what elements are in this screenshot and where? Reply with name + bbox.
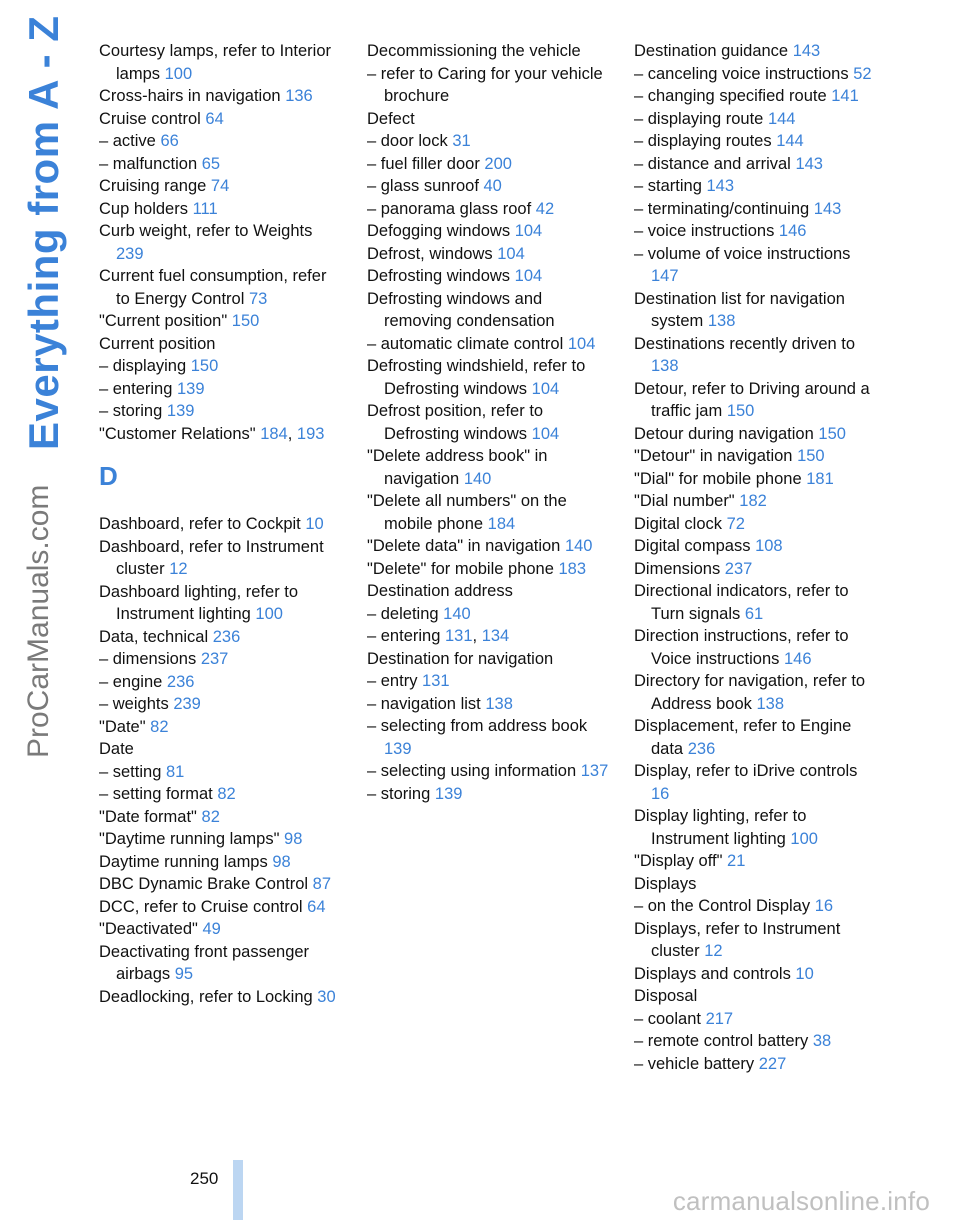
index-entry-text: – entry bbox=[367, 672, 418, 690]
page-reference-link[interactable]: 237 bbox=[200, 650, 229, 668]
page-reference-link[interactable]: 100 bbox=[790, 829, 818, 848]
index-entry-text: Decommissioning the vehicle bbox=[367, 42, 581, 60]
index-entry bbox=[99, 851, 344, 874]
index-entry-text: Display lighting, refer to Instrument lighting bbox=[634, 807, 807, 848]
index-entry-text: Dashboard lighting, refer to Instrument lighting bbox=[99, 582, 299, 623]
index-entry-text: – voice instructions bbox=[634, 222, 775, 240]
page-reference-link[interactable]: 82 bbox=[150, 717, 169, 736]
page-reference-link[interactable]: 239 bbox=[173, 695, 201, 713]
index-entry-text: – displaying route bbox=[634, 109, 764, 128]
page-reference-link[interactable]: 100 bbox=[164, 64, 193, 83]
index-entry bbox=[367, 715, 612, 760]
index-entry-text: DCC, refer to Cruise control bbox=[99, 897, 303, 916]
page-reference-link[interactable]: 98 bbox=[272, 852, 291, 871]
page-reference-link[interactable]: 81 bbox=[165, 762, 185, 781]
index-entry-text: – weights bbox=[99, 695, 169, 713]
page-reference-link[interactable]: 52 bbox=[853, 64, 872, 83]
index-entry-text: Daytime running lamps bbox=[99, 852, 268, 871]
index-entry-text: Digital compass bbox=[634, 537, 751, 555]
page-reference-link[interactable]: 140 bbox=[443, 604, 471, 623]
index-entry-text: Defrosting windshield, refer to Defrosting windows bbox=[367, 357, 586, 398]
index-entry-text: – setting format bbox=[99, 785, 213, 803]
page-reference-link[interactable]: 64 bbox=[205, 109, 224, 128]
page-reference-link[interactable]: 104 bbox=[497, 244, 525, 263]
index-entry bbox=[634, 715, 874, 760]
page-reference-link[interactable]: 182 bbox=[739, 492, 767, 510]
index-entry bbox=[634, 153, 874, 176]
page-reference-link[interactable]: 104 bbox=[567, 334, 596, 353]
index-entry bbox=[634, 558, 874, 581]
index-entry-text: Current position bbox=[99, 334, 216, 353]
index-entry-text: – fuel filler door bbox=[367, 154, 480, 173]
index-entry bbox=[367, 693, 612, 716]
page-reference-link[interactable]: 16 bbox=[814, 897, 834, 915]
index-entry bbox=[99, 198, 344, 221]
index-entry-text: Defogging windows bbox=[367, 222, 511, 240]
index-entry bbox=[367, 535, 612, 558]
index-entry bbox=[634, 625, 874, 670]
page-reference-link[interactable]: 236 bbox=[687, 739, 716, 758]
page-reference-link[interactable]: 139 bbox=[434, 784, 463, 803]
index-entry-text: – malfunction bbox=[99, 154, 198, 173]
index-entry bbox=[634, 1008, 874, 1031]
index-entry bbox=[99, 400, 344, 423]
page-reference-link[interactable]: 42 bbox=[535, 199, 555, 218]
index-entry bbox=[367, 153, 612, 176]
page-reference-link[interactable]: 138 bbox=[485, 694, 513, 713]
index-entry-text: – changing specified route bbox=[634, 87, 827, 105]
page-reference-link[interactable]: 146 bbox=[784, 649, 812, 668]
index-entry-text: – canceling voice instructions bbox=[634, 64, 849, 83]
index-entry bbox=[99, 626, 344, 649]
index-entry-text: Date bbox=[99, 740, 134, 758]
index-entry bbox=[634, 918, 874, 963]
index-entry bbox=[367, 648, 612, 671]
index-entry bbox=[367, 40, 612, 63]
page-reference-link[interactable]: 65 bbox=[201, 154, 221, 173]
index-entry-text: Display, refer to iDrive controls bbox=[634, 762, 858, 780]
index-entry bbox=[367, 175, 612, 198]
page-reference-link[interactable]: 104 bbox=[531, 379, 560, 398]
page-reference-link[interactable]: 64 bbox=[307, 897, 326, 916]
page-reference-link[interactable]: 150 bbox=[190, 357, 219, 375]
page-reference-link[interactable]: 74 bbox=[210, 177, 230, 195]
page-reference-link[interactable]: 10 bbox=[305, 515, 324, 533]
index-entry-text: – starting bbox=[634, 177, 702, 195]
index-entry bbox=[367, 288, 612, 333]
index-entry-text: Destination address bbox=[367, 582, 513, 600]
index-entry-text: "Delete" for mobile phone bbox=[367, 559, 554, 578]
index-entry bbox=[99, 693, 344, 716]
page-reference-link[interactable]: 184 bbox=[260, 424, 288, 443]
index-entry bbox=[634, 963, 874, 986]
index-entry bbox=[634, 670, 874, 715]
index-entry bbox=[367, 445, 612, 490]
index-entry bbox=[99, 648, 344, 671]
page-reference-link[interactable]: 143 bbox=[813, 199, 842, 218]
page-reference-link[interactable]: 72 bbox=[726, 514, 745, 533]
index-entry-text: Detour during navigation bbox=[634, 424, 814, 443]
index-entry-text: Cross-hairs in navigation bbox=[99, 87, 281, 105]
index-entry-text: – selecting from address book bbox=[367, 717, 588, 735]
index-entry bbox=[99, 761, 344, 784]
index-entry-text: – glass sunroof bbox=[367, 177, 479, 195]
page-reference-link[interactable]: 95 bbox=[174, 965, 194, 983]
page-reference-link[interactable]: 66 bbox=[160, 132, 179, 150]
index-entry-text: – displaying bbox=[99, 357, 187, 375]
page-reference-link[interactable]: 73 bbox=[249, 289, 268, 308]
page-reference-link[interactable]: 111 bbox=[192, 199, 218, 218]
index-entry-text: Destination guidance bbox=[634, 42, 789, 60]
index-entry bbox=[99, 783, 344, 806]
page-reference-link[interactable]: 217 bbox=[705, 1009, 734, 1028]
footer-watermark: carmanualsonline.info bbox=[672, 1186, 930, 1216]
page-reference-link[interactable]: 139 bbox=[176, 379, 205, 398]
page-reference-link[interactable]: 134 bbox=[481, 627, 510, 645]
index-entry bbox=[99, 738, 344, 761]
page-reference-link[interactable]: 139 bbox=[384, 739, 412, 758]
index-entry-text: Cruise control bbox=[99, 109, 201, 128]
index-entry bbox=[634, 85, 874, 108]
index-entry bbox=[367, 265, 612, 288]
page-separator: , bbox=[472, 627, 478, 645]
page-reference-link[interactable]: 227 bbox=[758, 1054, 787, 1073]
index-entry bbox=[634, 333, 874, 378]
index-entry bbox=[99, 153, 344, 176]
index-entry-text: Directory for navigation, refer to Address book bbox=[634, 672, 866, 713]
page-reference-link[interactable]: 143 bbox=[706, 177, 734, 195]
index-entry-text: – entering bbox=[367, 627, 441, 645]
index-entry-text: – vehicle battery bbox=[634, 1054, 755, 1073]
index-entry bbox=[99, 378, 344, 401]
page-reference-link[interactable]: 236 bbox=[166, 672, 195, 691]
index-entry-text: Dashboard, refer to Cockpit bbox=[99, 515, 301, 533]
page-reference-link[interactable]: 143 bbox=[795, 154, 823, 173]
index-entry bbox=[367, 220, 612, 243]
index-entry bbox=[367, 333, 612, 356]
page-reference-link[interactable]: 40 bbox=[483, 177, 502, 195]
index-entry bbox=[634, 63, 874, 86]
index-entry bbox=[634, 198, 874, 221]
page-reference-link[interactable]: 143 bbox=[792, 42, 821, 60]
index-entry bbox=[634, 985, 874, 1008]
page-reference-link[interactable]: 136 bbox=[285, 87, 313, 105]
index-entry bbox=[99, 85, 344, 108]
page-reference-link[interactable]: 108 bbox=[755, 537, 783, 555]
index-entry bbox=[99, 896, 344, 919]
index-entry bbox=[367, 130, 612, 153]
page-reference-link[interactable]: 38 bbox=[812, 1032, 832, 1050]
page-number: 250 bbox=[190, 1169, 219, 1188]
site-name-text: ProCarManuals.com bbox=[22, 484, 55, 758]
index-entry-text: Curb weight, refer to Weights bbox=[99, 222, 313, 240]
index-entry-text: "Daytime running lamps" bbox=[99, 830, 280, 848]
index-entry bbox=[634, 378, 874, 423]
page-reference-link[interactable]: 12 bbox=[704, 942, 723, 960]
page-reference-link[interactable]: 100 bbox=[255, 605, 283, 623]
index-entry bbox=[99, 918, 344, 941]
page-reference-link[interactable]: 82 bbox=[201, 807, 220, 826]
index-column-3 bbox=[634, 40, 874, 1075]
page-reference-link[interactable]: 140 bbox=[463, 469, 492, 488]
index-entry bbox=[99, 423, 344, 446]
page-reference-link[interactable]: 150 bbox=[818, 424, 846, 443]
index-entry-text: – entering bbox=[99, 379, 173, 398]
index-entry bbox=[99, 333, 344, 356]
page-reference-link[interactable]: 146 bbox=[778, 222, 807, 240]
index-entry bbox=[99, 130, 344, 153]
page-reference-link[interactable]: 137 bbox=[580, 762, 609, 780]
index-entry bbox=[634, 490, 874, 513]
index-entry-text: Destinations recently driven to bbox=[634, 334, 856, 353]
page-reference-link[interactable]: 104 bbox=[531, 424, 560, 443]
index-entry-text: Defrosting windows and removing condensation bbox=[367, 289, 555, 330]
index-entry bbox=[367, 760, 612, 783]
index-entry bbox=[634, 423, 874, 446]
page-separator: , bbox=[287, 424, 293, 443]
index-entry-text: – displaying routes bbox=[634, 132, 772, 150]
index-entry bbox=[99, 220, 344, 265]
index-entry bbox=[634, 130, 874, 153]
index-column-1 bbox=[99, 40, 344, 1008]
index-entry-text: – terminating/continuing bbox=[634, 199, 810, 218]
index-entry bbox=[367, 243, 612, 266]
index-entry-text: – volume of voice instructions bbox=[634, 244, 851, 263]
index-entry-text: – on the Control Display bbox=[634, 897, 811, 915]
index-entry-text: – refer to Caring for your vehicle brochure bbox=[367, 64, 603, 105]
index-entry bbox=[634, 445, 874, 468]
page-reference-link[interactable]: 184 bbox=[487, 514, 516, 533]
index-entry bbox=[367, 108, 612, 131]
index-entry-text: – deleting bbox=[367, 604, 439, 623]
index-entry bbox=[99, 873, 344, 896]
index-entry-text: "Date format" bbox=[99, 807, 197, 826]
index-entry-text: Deactivating front passenger airbags bbox=[99, 942, 310, 983]
index-entry-text: "Deactivated" bbox=[99, 920, 198, 938]
index-entry-text: – panorama glass roof bbox=[367, 199, 532, 218]
index-entry-text: Dimensions bbox=[634, 559, 721, 578]
index-entry-text: – selecting using information bbox=[367, 762, 577, 780]
page-reference-link[interactable]: 138 bbox=[707, 312, 736, 330]
index-entry-text: Deadlocking, refer to Locking bbox=[99, 987, 313, 1006]
index-entry bbox=[634, 580, 874, 625]
index-entry-text: "Date" bbox=[99, 717, 146, 736]
section-title-text: Everything from A - Z bbox=[20, 15, 67, 450]
index-entry-text: Detour, refer to Driving around a traffic jam bbox=[634, 379, 870, 420]
page-reference-link[interactable]: 138 bbox=[756, 694, 785, 713]
page-reference-link[interactable]: 237 bbox=[724, 559, 753, 578]
index-entry bbox=[634, 40, 874, 63]
index-entry bbox=[99, 355, 344, 378]
index-entry-text: "Delete address book" in navigation bbox=[367, 447, 548, 488]
index-entry-text: – dimensions bbox=[99, 650, 197, 668]
page-reference-link[interactable]: 138 bbox=[651, 357, 679, 375]
index-entry-text: – distance and arrival bbox=[634, 154, 791, 173]
page-number-bar bbox=[233, 1160, 243, 1220]
index-entry-text: "Detour" in navigation bbox=[634, 447, 793, 465]
index-entry bbox=[367, 198, 612, 221]
index-entry bbox=[367, 490, 612, 535]
page-reference-link[interactable]: 61 bbox=[744, 604, 764, 623]
page-reference-link[interactable]: 49 bbox=[202, 920, 221, 938]
page-reference-link[interactable]: 21 bbox=[727, 852, 746, 870]
index-entry bbox=[367, 625, 612, 648]
page-reference-link[interactable]: 183 bbox=[558, 559, 587, 578]
page-reference-link[interactable]: 12 bbox=[169, 560, 188, 578]
index-entry-text: Disposal bbox=[634, 987, 698, 1005]
index-entry-text: – setting bbox=[99, 762, 162, 781]
index-entry bbox=[634, 850, 874, 873]
index-entry-text: – navigation list bbox=[367, 694, 481, 713]
index-entry-text: – coolant bbox=[634, 1009, 701, 1028]
index-entry-text: Displays and controls bbox=[634, 964, 791, 983]
index-entry-text: Data, technical bbox=[99, 627, 209, 646]
index-entry bbox=[634, 220, 874, 243]
page-reference-link[interactable]: 98 bbox=[284, 830, 303, 848]
page-reference-link[interactable]: 31 bbox=[452, 132, 471, 150]
index-entry-text: Displays bbox=[634, 874, 697, 893]
page-reference-link[interactable]: 131 bbox=[422, 672, 450, 690]
index-entry bbox=[99, 941, 344, 986]
index-entry bbox=[367, 783, 612, 806]
index-entry-text: – remote control battery bbox=[634, 1032, 809, 1050]
index-entry bbox=[99, 671, 344, 694]
index-entry bbox=[99, 513, 344, 536]
page-reference-link[interactable]: 150 bbox=[231, 312, 260, 330]
index-entry bbox=[367, 670, 612, 693]
page-reference-link[interactable]: 141 bbox=[831, 87, 859, 105]
index-entry-text: Defrosting windows bbox=[367, 267, 511, 285]
index-entry bbox=[367, 400, 612, 445]
index-entry-text: "Customer Relations" bbox=[99, 424, 256, 443]
index-entry-text: Dashboard, refer to Instrument cluster bbox=[99, 537, 324, 578]
index-entry bbox=[99, 108, 344, 131]
index-entry bbox=[99, 581, 344, 626]
index-entry-text: "Dial" for mobile phone bbox=[634, 469, 802, 488]
index-entry-text: Courtesy lamps, refer to Interior lamps bbox=[99, 42, 331, 83]
index-entry-text: Destination list for navigation system bbox=[634, 289, 845, 330]
page-reference-link[interactable]: 104 bbox=[514, 267, 543, 285]
index-entry bbox=[99, 806, 344, 829]
index-entry-text: "Delete all numbers" on the mobile phone bbox=[367, 492, 567, 533]
index-entry-text: Current fuel consumption, refer to Energy Control bbox=[99, 267, 327, 308]
index-entry-text: – active bbox=[99, 132, 156, 150]
page-reference-link[interactable]: 200 bbox=[484, 154, 512, 173]
site-watermark-vertical bbox=[22, 440, 62, 760]
page-reference-link[interactable]: 150 bbox=[797, 447, 825, 465]
index-entry bbox=[634, 513, 874, 536]
index-entry-text: Cup holders bbox=[99, 199, 188, 218]
index-entry-text: – engine bbox=[99, 672, 163, 691]
section-title bbox=[14, 15, 74, 450]
index-column-2 bbox=[367, 40, 612, 805]
index-entry bbox=[367, 63, 612, 108]
index-entry bbox=[634, 805, 874, 850]
index-entry-text: – automatic climate control bbox=[367, 334, 564, 353]
index-entry-text: Destination for navigation bbox=[367, 649, 554, 668]
index-entry-text: Direction instructions, refer to Voice instructions bbox=[634, 627, 849, 668]
index-entry-text: – storing bbox=[99, 402, 163, 420]
index-entry-text: Defrost position, refer to Defrosting windows bbox=[367, 402, 544, 443]
index-entry-text: Displacement, refer to Engine data bbox=[634, 717, 852, 758]
index-entry bbox=[367, 580, 612, 603]
index-entry-text: – door lock bbox=[367, 132, 448, 150]
index-entry-text: Cruising range bbox=[99, 177, 207, 195]
page-reference-link[interactable]: 144 bbox=[767, 109, 796, 128]
index-entry bbox=[634, 175, 874, 198]
page-reference-link[interactable]: 104 bbox=[514, 222, 543, 240]
index-entry-text: "Delete data" in navigation bbox=[367, 537, 561, 555]
page-reference-link[interactable]: 87 bbox=[312, 875, 332, 893]
index-entry bbox=[634, 108, 874, 131]
index-entry bbox=[367, 355, 612, 400]
page-reference-link[interactable]: 181 bbox=[806, 469, 834, 488]
index-entry bbox=[634, 243, 874, 288]
index-entry bbox=[634, 873, 874, 896]
index-entry bbox=[99, 40, 344, 85]
index-entry bbox=[634, 288, 874, 333]
index-entry bbox=[99, 536, 344, 581]
page-reference-link[interactable]: 239 bbox=[116, 244, 144, 263]
page-reference-link[interactable]: 82 bbox=[217, 785, 236, 803]
index-entry bbox=[634, 535, 874, 558]
index-entry-text: Displays, refer to Instrument cluster bbox=[634, 919, 841, 960]
page-reference-link[interactable]: 30 bbox=[317, 987, 336, 1006]
index-entry bbox=[634, 1053, 874, 1076]
index-entry bbox=[634, 468, 874, 491]
page-reference-link[interactable]: 236 bbox=[212, 627, 241, 646]
page-reference-link[interactable]: 140 bbox=[564, 537, 593, 555]
index-entry-text: Directional indicators, refer to Turn signals bbox=[634, 582, 849, 623]
index-entry-text: Defrost, windows bbox=[367, 244, 493, 263]
index-entry-text: – storing bbox=[367, 784, 431, 803]
index-entry bbox=[99, 175, 344, 198]
section-letter-heading: D bbox=[99, 461, 118, 491]
index-entry bbox=[367, 603, 612, 626]
index-entry-text: "Current position" bbox=[99, 312, 228, 330]
page-reference-link[interactable]: 131 bbox=[444, 627, 473, 645]
index-entry-text: "Dial number" bbox=[634, 492, 735, 510]
index-entry bbox=[99, 986, 344, 1009]
index-entry-text: Digital clock bbox=[634, 514, 723, 533]
index-entry-text: "Display off" bbox=[634, 852, 723, 870]
index-entry-text: Defect bbox=[367, 109, 415, 128]
index-entry bbox=[367, 558, 612, 581]
page-reference-link[interactable]: 10 bbox=[795, 964, 814, 983]
page-reference-link[interactable]: 150 bbox=[726, 402, 755, 420]
page-reference-link[interactable]: 144 bbox=[776, 132, 804, 150]
index-entry bbox=[99, 716, 344, 739]
index-entry bbox=[99, 265, 344, 310]
index-entry-text: DBC Dynamic Brake Control bbox=[99, 875, 309, 893]
page-reference-link[interactable]: 147 bbox=[651, 267, 679, 285]
page-reference-link[interactable]: 16 bbox=[651, 784, 670, 803]
index-entry bbox=[634, 760, 874, 805]
page-reference-link[interactable]: 139 bbox=[166, 402, 195, 420]
page-reference-link[interactable]: 193 bbox=[296, 424, 325, 443]
index-entry bbox=[634, 895, 874, 918]
index-entry bbox=[634, 1030, 874, 1053]
index-entry bbox=[99, 828, 344, 851]
index-entry bbox=[99, 310, 344, 333]
